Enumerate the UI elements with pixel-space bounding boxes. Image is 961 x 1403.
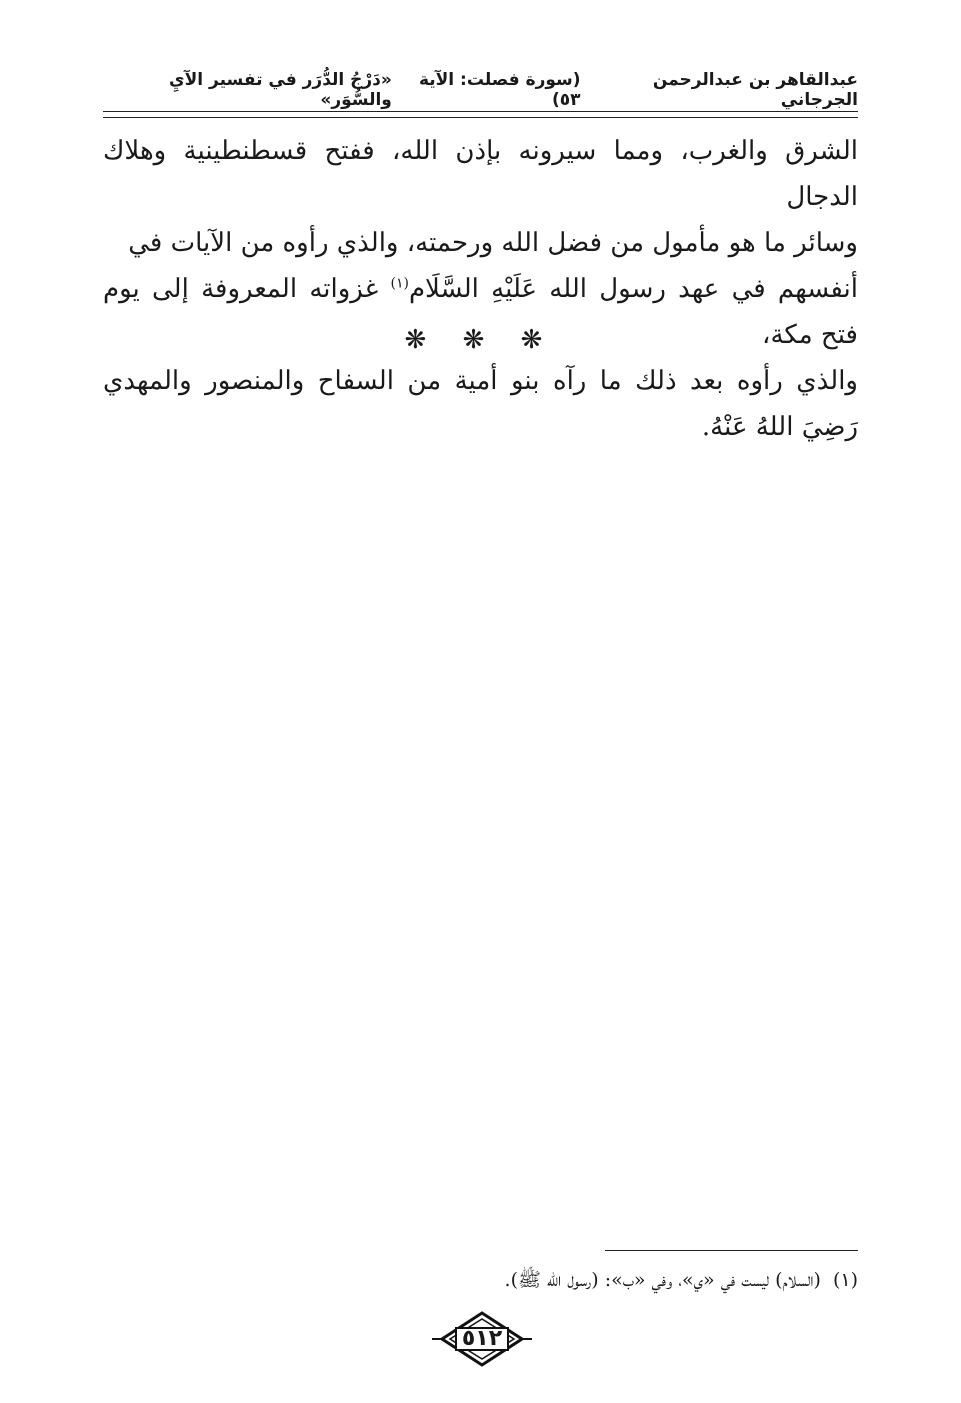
header-rule-thin [103,117,858,118]
section-ornament: ❋ ❋ ❋ [404,325,557,355]
footnote-number: (١) [832,1269,858,1291]
header-rule-thick [103,111,858,112]
header-surah-reference: (سورة فصلت: الآية ٥٣) [418,70,581,110]
page-number: ٥١٢ [461,1326,503,1351]
main-text [103,128,858,450]
header-author: عبدالقاهر بن عبدالرحمن الجرجاني [652,70,858,110]
footnote-text: (السلام) ليست في «ي»، وفي «ب»: (رسول الله ﷺ). [504,1269,821,1291]
page-number-frame [430,1310,534,1368]
text-line-4: والذي رأوه بعد ذلك ما رآه بنو أمية من السفاح والمنصور والمهدي رَضِيَ اللهُ عَنْهُ. [103,366,858,442]
text-line-3-end: غزواته المعروفة إلى يوم فتح مكة، [103,274,858,350]
footnote [103,1265,858,1295]
footnote-rule [605,1250,858,1251]
footnote-reference[interactable]: (١) [390,275,409,292]
text-line-1: الشرق والغرب، ومما سيرونه بإذن الله، ففتح قسطنطينية وهلاك الدجال [103,136,858,212]
text-line-3-start: أنفسهم في عهد رسول الله عَلَيْهِ السَّلَام [408,274,859,304]
header-book-title: «دَرْجُ الدُّرَر في تفسير الآيِ والسُّوَر» [169,70,392,110]
text-line-2: وسائر ما هو مأمول من فضل الله ورحمته، والذي رأوه من الآيات في [128,228,858,258]
running-header [103,72,858,108]
